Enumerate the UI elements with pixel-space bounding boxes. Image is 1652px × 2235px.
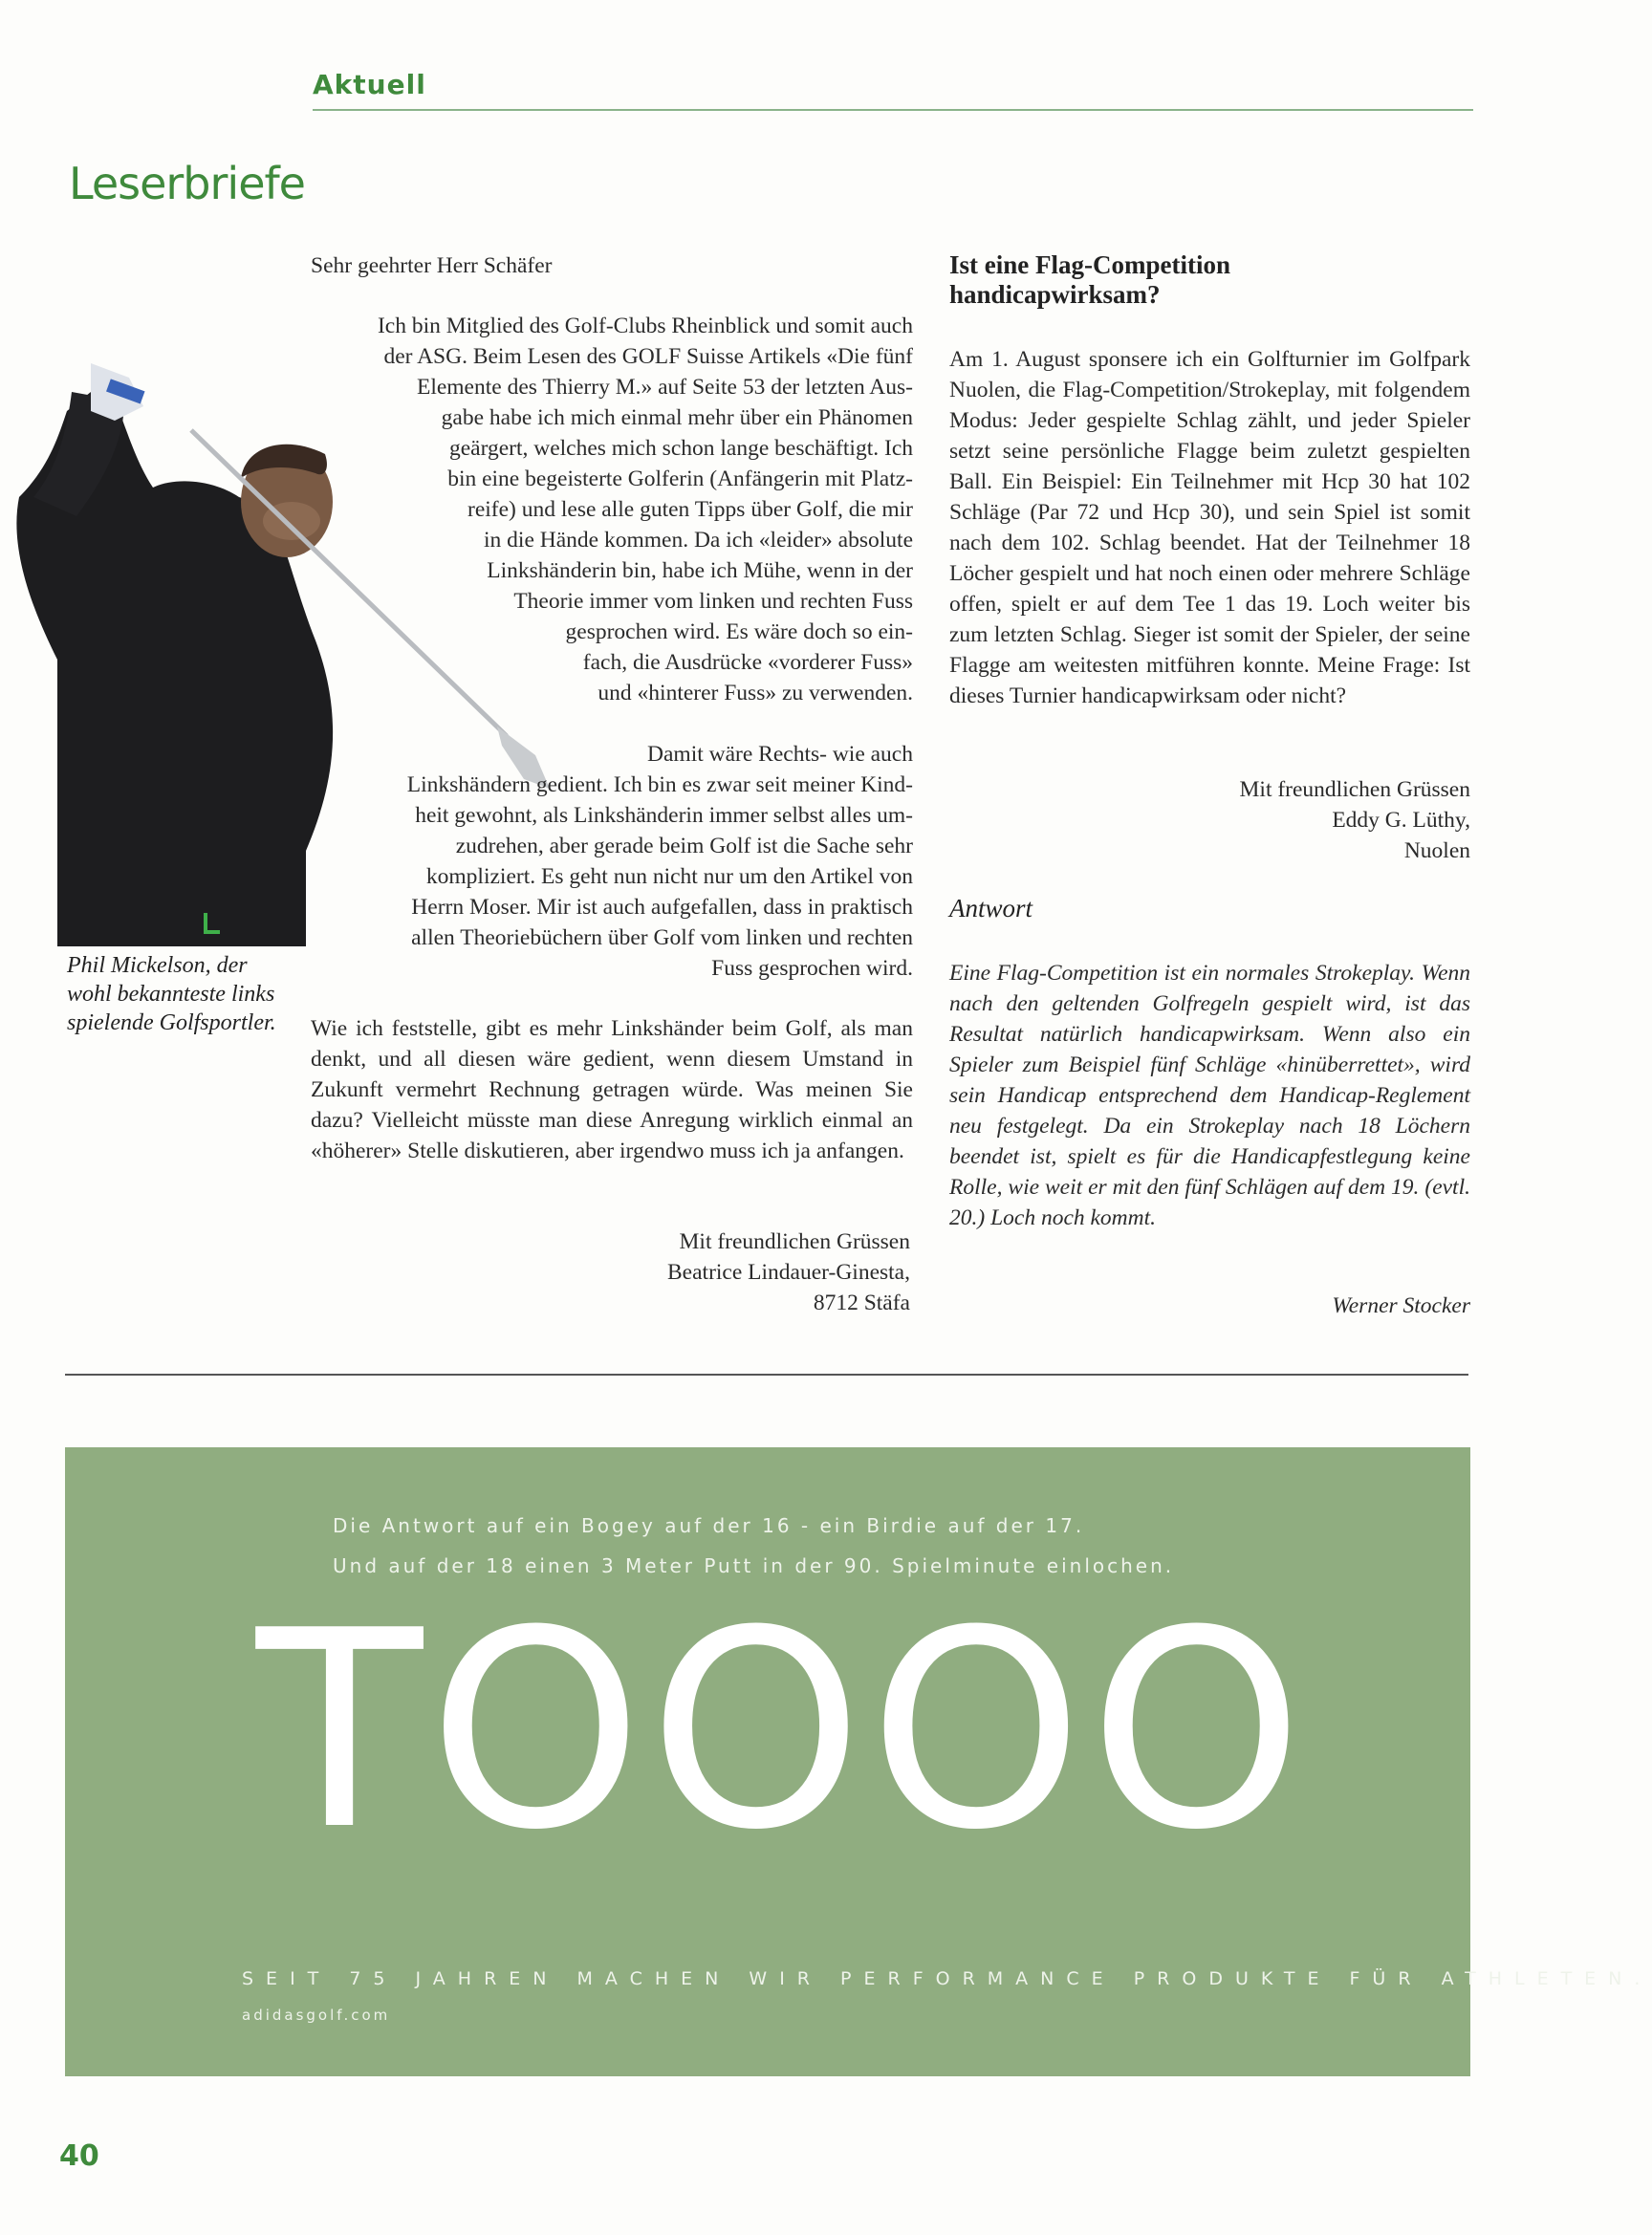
author-place: 8712 Stäfa bbox=[813, 1291, 910, 1315]
text-line: zudrehen, aber gerade beim Golf ist die Sache sehr bbox=[455, 834, 913, 858]
title-line: Ist eine Flag-Competition bbox=[949, 250, 1230, 279]
author-name: Eddy G. Lüthy, bbox=[1332, 808, 1470, 833]
text-line: heit gewohnt, als Linkshänderin immer selbst alles um- bbox=[415, 803, 913, 828]
ad-tagline-2: Und auf der 18 einen 3 Meter Putt in der 90. Spielminute einlochen. bbox=[333, 1554, 1175, 1577]
page-number: 40 bbox=[59, 2139, 99, 2173]
section-divider bbox=[313, 109, 1473, 111]
content-divider bbox=[65, 1374, 1468, 1376]
page-title: Leserbriefe bbox=[69, 158, 305, 209]
text-line: gesprochen wird. Es wäre doch so ein- bbox=[565, 619, 913, 644]
text-line: allen Theoriebüchern über Golf vom linken und rechten bbox=[411, 925, 913, 950]
text-line: Linkshänderin bin, habe ich Mühe, wenn in der bbox=[487, 558, 913, 583]
text-line: reife) und lese alle guten Tipps über Golf, die mir bbox=[467, 497, 913, 522]
section-label: Aktuell bbox=[313, 69, 426, 100]
text-line: Linkshändern gedient. Ich bin es zwar seit meiner Kind- bbox=[406, 772, 913, 797]
answer-author: Werner Stocker bbox=[1332, 1293, 1470, 1318]
letter2-signature bbox=[1147, 774, 1470, 866]
text-line: Damit wäre Rechts- wie auch bbox=[647, 742, 913, 767]
ad-tagline-1: Die Antwort auf ein Bogey auf der 16 - ein Birdie auf der 17. bbox=[333, 1514, 1085, 1537]
letter1-salutation: Sehr geehrter Herr Schäfer bbox=[311, 253, 553, 278]
text-line: und «hinterer Fuss» zu verwenden. bbox=[598, 681, 913, 705]
title-line: handicapwirksam? bbox=[949, 280, 1161, 309]
text-line: gabe habe ich mich einmal mehr über ein Phänomen bbox=[441, 405, 913, 430]
text-line: Elemente des Thierry M.» auf Seite 53 der letzten Aus- bbox=[416, 375, 913, 400]
text-line: fach, die Ausdrücke «vorderer Fuss» bbox=[582, 650, 913, 675]
text-line: geärgert, welches mich schon lange beschäftigt. Ich bbox=[448, 436, 913, 461]
text-line: der ASG. Beim Lesen des GOLF Suisse Artikels «Die fünf bbox=[383, 344, 913, 369]
letter1-paragraph-1 bbox=[311, 311, 913, 708]
text-line: bin eine begeisterte Golferin (Anfängerin mit Platz- bbox=[447, 467, 913, 491]
letter1-paragraph-3: Wie ich feststelle, gibt es mehr Linkshänder beim Golf, als man denkt, und all diesen wäre gedient, wenn diesem Umstand in Zukunft vermehrt Rechnung getragen würde. Was meinen Sie dazu? Vielleicht müsste man diese Anregung wirklich einmal an «höherer» Stelle diskutieren, aber irgendwo muss ich ja anfangen. bbox=[311, 1016, 913, 1163]
text-line: Fuss gesprochen wird. bbox=[711, 956, 913, 981]
text-line: Herrn Moser. Mir ist auch aufgefallen, dass in praktisch bbox=[411, 895, 913, 920]
letter2-title bbox=[949, 250, 1485, 310]
ad-footer: SEIT 75 JAHREN MACHEN WIR PERFORMANCE PRODUKTE FÜR ATHLETEN. bbox=[242, 1968, 1652, 1989]
author-name: Beatrice Lindauer-Ginesta, bbox=[667, 1260, 910, 1285]
letter2-body: Am 1. August sponsere ich ein Golfturnier im Golfpark Nuolen, die Flag-Competition/Strokeplay, mit folgendem Modus: Jeder gespielte Schlag zählt, und jeder Spieler setzt seine persönliche Flagge beim zuletzt gespielten Ball. Ein Beispiel: Ein Teilnehmer mit Hcp 30 hat 102 Schläge (Par 72 und Hcp 30), und sein Spiel ist somit nach dem 102. Schlag beendet. Hat der Teilnehmer 18 Löcher gespielt und hat noch einen oder mehrere Schläge offen, spielt er auf dem Tee 1 das 19. Loch weiter bis zum letzten Schlag. Sieger ist somit der Spieler, der seine Flagge am weitesten mitführen konnte. Meine Frage: Ist dieses Turnier handicapwirksam oder nicht? bbox=[949, 347, 1470, 708]
closing: Mit freundlichen Grüssen bbox=[1239, 777, 1470, 802]
closing: Mit freundlichen Grüssen bbox=[679, 1229, 910, 1254]
answer-body: Eine Flag-Competition ist ein normales Strokeplay. Wenn nach den geltenden Golfregeln gespielt wird, ist das Resultat natürlich handicapwirksam. Wenn also ein Spieler zum Beispiel fünf Schläge «hinüberrettet», wird sein Handicap entsprechend dem Handicap-Reglement neu festgelegt. Da ein Strokeplay nach 18 Löchern beendet ist, spielt es für die Handicapfestlegung keine Rolle, wie weit er mit den fünf Schlägen auf dem 19. (evtl. 20.) Loch noch kommt. bbox=[949, 961, 1470, 1230]
text-line: in die Hände kommen. Da ich «leider» absolute bbox=[484, 528, 913, 553]
author-place: Nuolen bbox=[1403, 838, 1470, 863]
answer-heading: Antwort bbox=[949, 894, 1033, 922]
text-line: Theorie immer vom linken und rechten Fuss bbox=[513, 589, 913, 614]
ad-headline: TOOOO bbox=[256, 1573, 1310, 1890]
ad-url: adidasgolf.com bbox=[242, 2007, 391, 2024]
advertisement bbox=[65, 1447, 1652, 2076]
text-line: Ich bin Mitglied des Golf-Clubs Rheinblick und somit auch bbox=[377, 314, 913, 338]
text-line: kompliziert. Es geht nun nicht nur um den Artikel von bbox=[425, 864, 913, 889]
letter1-paragraph-2 bbox=[311, 739, 913, 984]
letter1-signature bbox=[535, 1226, 910, 1318]
photo-caption: Phil Mickelson, der wohl bekannteste links spielende Golfsportler. bbox=[67, 953, 276, 1035]
